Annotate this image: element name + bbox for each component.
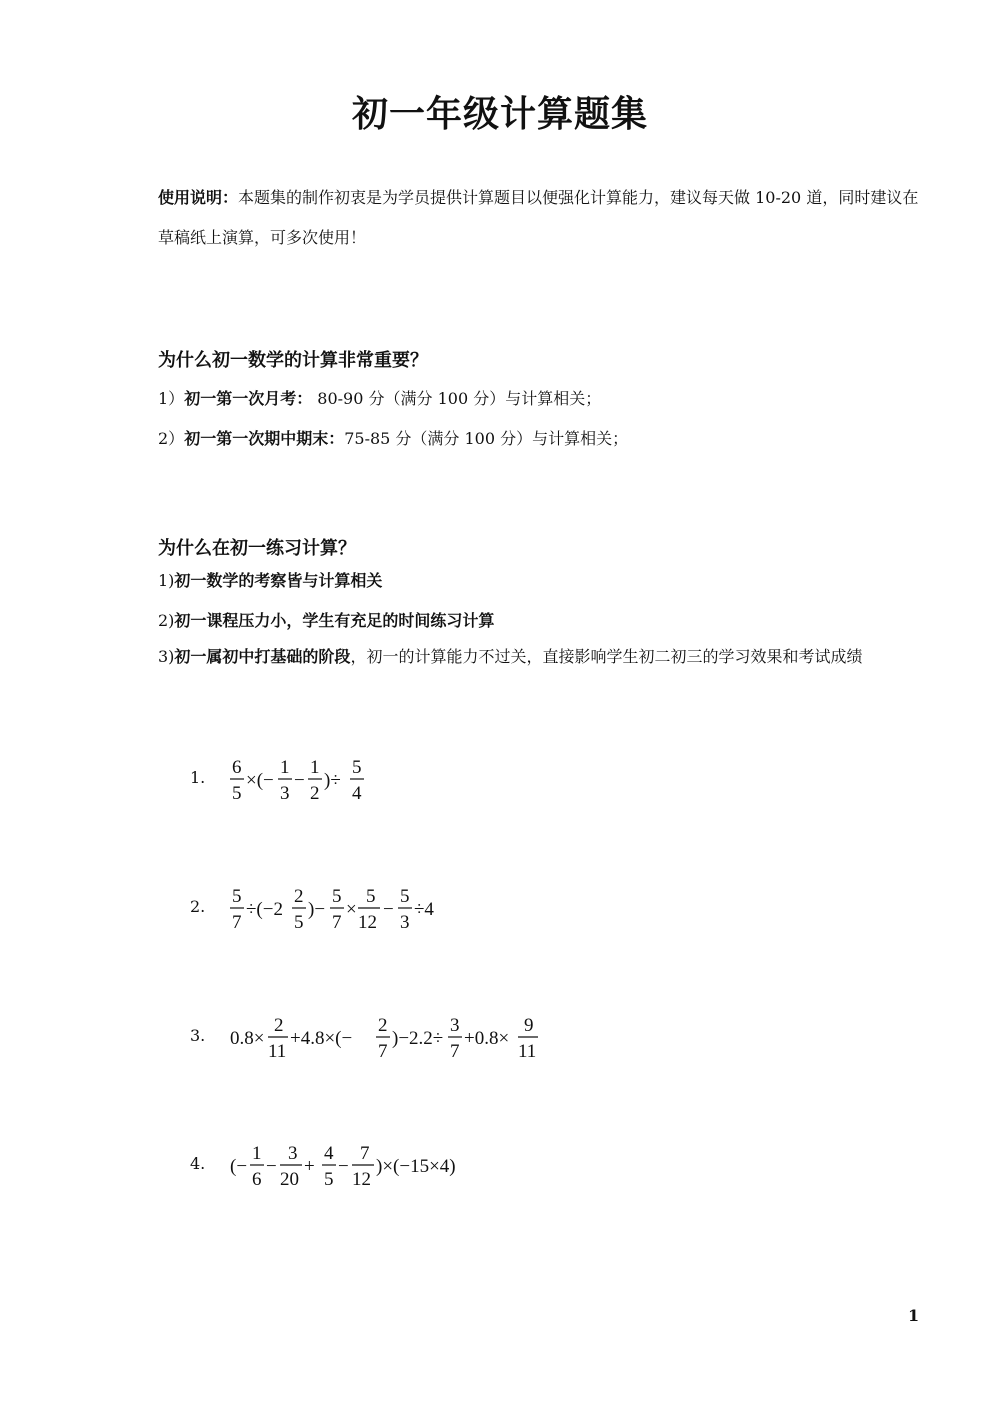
numerator: 5 <box>352 757 362 778</box>
operator: − <box>383 899 394 920</box>
list-item-prefix: 2） <box>158 429 185 448</box>
list-item-prefix: 3) <box>158 647 175 666</box>
denominator: 11 <box>268 1041 287 1062</box>
denominator: 5 <box>294 912 304 933</box>
denominator: 2 <box>310 783 320 804</box>
numerator: 5 <box>400 886 410 907</box>
list-item <box>158 568 382 591</box>
numerator: 7 <box>360 1143 370 1164</box>
operator: 0.8× <box>230 1028 265 1049</box>
operator: ÷(−2 <box>246 899 283 920</box>
denominator: 7 <box>450 1041 460 1062</box>
denominator: 5 <box>232 783 242 804</box>
section-heading-why-practice: 为什么在初一练习计算？ <box>158 538 356 559</box>
numerator: 5 <box>332 886 342 907</box>
problem-number: 2. <box>190 897 206 916</box>
list-item-label: 初一数学的考察皆与计算相关 <box>174 571 383 590</box>
list-item-text: ，初一的计算能力不过关，直接影响学生初二初三的学习效果和考试成绩 <box>350 647 863 666</box>
operator: − <box>294 770 305 791</box>
numerator: 5 <box>366 886 376 907</box>
numerator: 2 <box>274 1015 284 1036</box>
operator: − <box>266 1156 277 1177</box>
denominator: 4 <box>352 783 362 804</box>
operator: )×(−15×4) <box>376 1156 456 1177</box>
section-heading-importance: 为什么初一数学的计算非常重要？ <box>158 350 428 371</box>
operator: (− <box>230 1156 248 1177</box>
operator: )÷ <box>324 770 341 791</box>
operator: +4.8×(− <box>290 1028 353 1049</box>
expression <box>228 1012 548 1068</box>
list-item-prefix: 1) <box>158 571 175 590</box>
operator: +0.8× <box>464 1028 510 1049</box>
denominator: 6 <box>252 1169 262 1190</box>
problem-number: 1. <box>190 768 206 787</box>
denominator: 7 <box>232 912 242 933</box>
denominator: 12 <box>352 1169 371 1190</box>
denominator: 3 <box>280 783 290 804</box>
expression <box>228 883 488 939</box>
numerator: 1 <box>252 1143 262 1164</box>
operator: ×(− <box>246 770 274 791</box>
denominator: 5 <box>324 1169 334 1190</box>
denominator: 3 <box>400 912 410 933</box>
numerator: 3 <box>288 1143 298 1164</box>
numerator: 2 <box>294 886 304 907</box>
list-item-label: 初一属初中打基础的阶段 <box>174 647 351 666</box>
operator: )−2.2÷ <box>392 1028 444 1049</box>
numerator: 5 <box>232 886 242 907</box>
operator: − <box>338 1156 349 1177</box>
list-item <box>158 386 601 409</box>
numerator: 1 <box>310 757 320 778</box>
list-item-label: 初一第一次月考： <box>184 389 313 408</box>
expression <box>228 1140 488 1196</box>
list-item-label: 初一第一次期中期末： <box>184 429 345 448</box>
list-item-prefix: 2) <box>158 611 175 630</box>
list-item-label: 初一课程压力小，学生有充足的时间练习计算 <box>174 611 495 630</box>
expression <box>228 754 448 810</box>
denominator: 20 <box>280 1169 299 1190</box>
operator: )− <box>308 899 326 920</box>
usage-instructions <box>158 178 928 258</box>
list-item <box>158 608 494 631</box>
numerator: 3 <box>450 1015 460 1036</box>
operator: × <box>346 899 357 920</box>
numerator: 4 <box>324 1143 334 1164</box>
numerator: 1 <box>280 757 290 778</box>
denominator: 7 <box>332 912 342 933</box>
denominator: 11 <box>518 1041 537 1062</box>
numerator: 2 <box>378 1015 388 1036</box>
operator: + <box>304 1156 315 1177</box>
denominator: 12 <box>358 912 377 933</box>
page-number: 1 <box>908 1306 920 1325</box>
denominator: 7 <box>378 1041 388 1062</box>
problem-number: 4. <box>190 1154 206 1173</box>
page-title: 初一年级计算题集 <box>351 94 648 135</box>
list-item <box>158 637 928 677</box>
operator: ÷4 <box>414 899 434 920</box>
list-item <box>158 426 628 449</box>
numerator: 9 <box>524 1015 534 1036</box>
problem-number: 3. <box>190 1026 206 1045</box>
list-item-text: 75-85 分（满分 100 分）与计算相关； <box>344 429 629 448</box>
usage-text: 本题集的制作初衷是为学员提供计算题目以便强化计算能力，建议每天做 10-20 道，同时建议在草稿纸上演算，可多次使用！ <box>158 188 919 247</box>
list-item-prefix: 1） <box>158 389 185 408</box>
list-item-text: 80-90 分（满分 100 分）与计算相关； <box>312 389 602 408</box>
usage-label: 使用说明： <box>158 188 239 207</box>
numerator: 6 <box>232 757 242 778</box>
